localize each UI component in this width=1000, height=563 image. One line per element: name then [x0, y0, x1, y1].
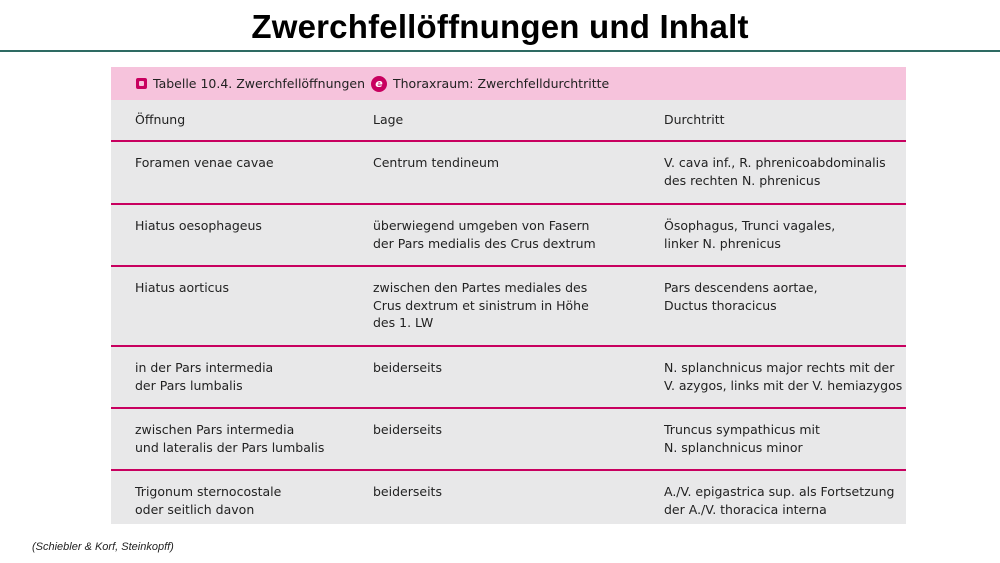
cell-line: beiderseits [373, 484, 442, 499]
column-header-lage: Lage [373, 112, 404, 128]
cell-line: in der Pars intermedia [135, 360, 274, 375]
source-citation: (Schiebler & Korf, Steinkopff) [32, 541, 174, 553]
cell-line: Trigonum sternocostale [135, 484, 282, 499]
table-row [111, 471, 906, 524]
cell-line: der Pars lumbalis [135, 377, 243, 393]
slide-title: Zwerchfellöffnungen und Inhalt [251, 8, 749, 45]
cell-durchtritt [664, 409, 906, 469]
cell-line: Ösophagus, Trunci vagales, [664, 218, 836, 233]
cell-lage [373, 267, 664, 345]
cell-line: linker N. phrenicus [664, 235, 781, 251]
cell-line: Truncus sympathicus mit [664, 422, 820, 437]
cell-lage [373, 409, 664, 469]
table-marker-icon [136, 78, 147, 89]
cell-lage [373, 142, 664, 203]
column-header-durchtritt: Durchtritt [664, 112, 725, 128]
title-divider [0, 50, 1000, 52]
cell-line: zwischen Pars intermedia [135, 422, 295, 437]
e-badge-icon: e [371, 76, 387, 92]
cell-line: beiderseits [373, 360, 442, 375]
column-header-oeffnung: Öffnung [135, 112, 186, 128]
cell-oeffnung [111, 409, 373, 469]
cell-line: zwischen den Partes mediales des [373, 280, 588, 295]
table-body [111, 100, 906, 524]
cell-oeffnung [111, 142, 373, 203]
table-row [111, 409, 906, 471]
anatomy-table [111, 67, 906, 524]
cell-oeffnung [111, 205, 373, 265]
cell-line: überwiegend umgeben von Fasern [373, 218, 590, 233]
cell-line: oder seitlich davon [135, 501, 255, 517]
cell-line: N. splanchnicus major rechts mit der [664, 360, 895, 375]
cell-line: V. azygos, links mit der V. hemiazygos [664, 377, 903, 393]
table-row [111, 347, 906, 409]
cell-oeffnung [111, 471, 373, 524]
cell-durchtritt [664, 347, 906, 407]
cell-oeffnung [111, 267, 373, 345]
table-row [111, 142, 906, 205]
cell-line: der Pars medialis des Crus dextrum [373, 235, 596, 251]
cell-line: Ductus thoracicus [664, 297, 777, 313]
cell-line: des rechten N. phrenicus [664, 172, 821, 188]
table-row [111, 205, 906, 267]
table-caption [111, 67, 906, 100]
cell-line: Centrum tendineum [373, 155, 500, 170]
cell-durchtritt [664, 142, 906, 203]
cell-durchtritt [664, 267, 906, 345]
cell-line: Crus dextrum et sinistrum in Höhe [373, 297, 589, 313]
cell-lage [373, 347, 664, 407]
cell-line: Foramen venae cavae [135, 155, 274, 170]
cell-line: des 1. LW [373, 315, 434, 330]
cell-durchtritt [664, 471, 906, 524]
cell-line: V. cava inf., R. phrenicoabdominalis [664, 155, 886, 170]
table-row [111, 267, 906, 347]
cell-line: und lateralis der Pars lumbalis [135, 439, 325, 455]
cell-line: Hiatus oesophageus [135, 218, 262, 233]
cell-line: beiderseits [373, 422, 442, 437]
cell-oeffnung [111, 347, 373, 407]
cell-lage [373, 205, 664, 265]
cell-line: der A./V. thoracica interna [664, 501, 827, 517]
cell-line: Hiatus aorticus [135, 280, 229, 295]
cell-line: N. splanchnicus minor [664, 439, 803, 455]
table-subtitle: Thoraxraum: Zwerchfelldurchtritte [393, 76, 610, 91]
table-header-row [111, 100, 906, 142]
cell-line: A./V. epigastrica sup. als Fortsetzung [664, 484, 895, 499]
cell-line: Pars descendens aortae, [664, 280, 818, 295]
cell-lage [373, 471, 664, 524]
cell-durchtritt [664, 205, 906, 265]
table-label: Tabelle 10.4. Zwerchfellöffnungen [153, 76, 365, 91]
